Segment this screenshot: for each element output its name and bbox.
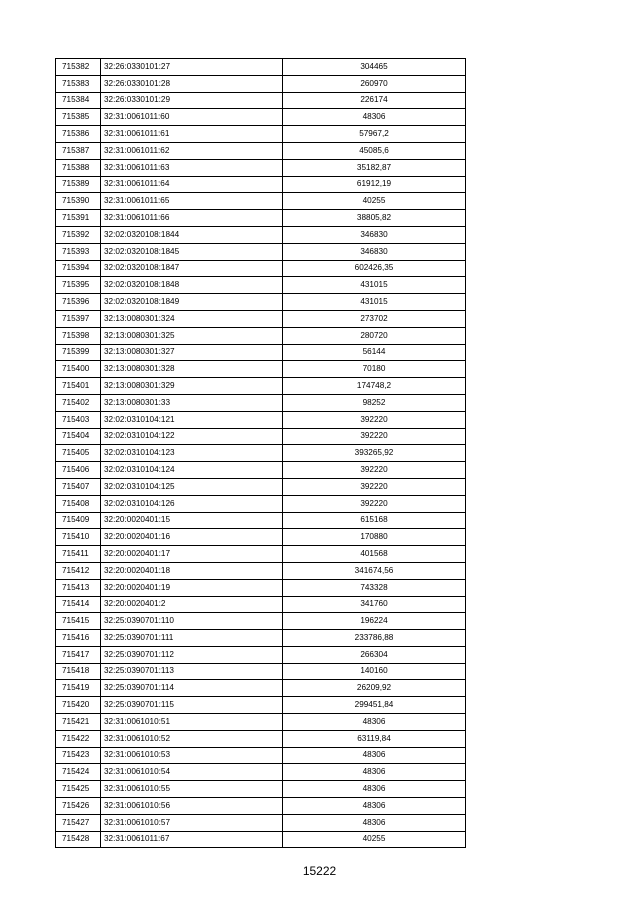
row-id-cell: 715392 — [56, 226, 101, 243]
cadastral-number-cell: 32:20:0020401:19 — [101, 579, 283, 596]
cadastral-number-cell: 32:31:0061010:53 — [101, 747, 283, 764]
row-id-cell: 715385 — [56, 109, 101, 126]
row-id-cell: 715426 — [56, 798, 101, 815]
row-id-cell: 715423 — [56, 747, 101, 764]
row-id-cell: 715424 — [56, 764, 101, 781]
value-cell: 48306 — [283, 814, 466, 831]
table-row — [56, 562, 466, 579]
table-row — [56, 462, 466, 479]
cadastral-number-cell: 32:25:0390701:112 — [101, 646, 283, 663]
value-cell: 48306 — [283, 798, 466, 815]
row-id-cell: 715388 — [56, 159, 101, 176]
value-cell: 392220 — [283, 462, 466, 479]
value-cell: 35182,87 — [283, 159, 466, 176]
row-id-cell: 715406 — [56, 462, 101, 479]
row-id-cell: 715427 — [56, 814, 101, 831]
table-row — [56, 596, 466, 613]
cadastral-number-cell: 32:31:0061010:57 — [101, 814, 283, 831]
cadastral-number-cell: 32:13:0080301:33 — [101, 394, 283, 411]
cadastral-number-cell: 32:02:0310104:126 — [101, 495, 283, 512]
value-cell: 260970 — [283, 75, 466, 92]
cadastral-number-cell: 32:02:0320108:1847 — [101, 260, 283, 277]
row-id-cell: 715384 — [56, 92, 101, 109]
table-row — [56, 445, 466, 462]
value-cell: 266304 — [283, 646, 466, 663]
row-id-cell: 715383 — [56, 75, 101, 92]
value-cell: 70180 — [283, 361, 466, 378]
table-row — [56, 630, 466, 647]
cadastral-number-cell: 32:20:0020401:15 — [101, 512, 283, 529]
row-id-cell: 715414 — [56, 596, 101, 613]
cadastral-number-cell: 32:31:0061010:54 — [101, 764, 283, 781]
value-cell: 393265,92 — [283, 445, 466, 462]
table-row — [56, 697, 466, 714]
table-row — [56, 243, 466, 260]
table-row — [56, 411, 466, 428]
value-cell: 63119,84 — [283, 730, 466, 747]
table-row — [56, 512, 466, 529]
value-cell: 98252 — [283, 394, 466, 411]
table-row — [56, 714, 466, 731]
value-cell: 40255 — [283, 193, 466, 210]
value-cell: 346830 — [283, 243, 466, 260]
table-row — [56, 344, 466, 361]
table-row — [56, 310, 466, 327]
value-cell: 48306 — [283, 764, 466, 781]
row-id-cell: 715428 — [56, 831, 101, 848]
cadastral-number-cell: 32:31:0061011:66 — [101, 210, 283, 227]
table-row — [56, 378, 466, 395]
row-id-cell: 715400 — [56, 361, 101, 378]
table-row — [56, 75, 466, 92]
value-cell: 48306 — [283, 714, 466, 731]
table-row — [56, 277, 466, 294]
row-id-cell: 715405 — [56, 445, 101, 462]
cadastral-number-cell: 32:02:0310104:124 — [101, 462, 283, 479]
table-row — [56, 394, 466, 411]
value-cell: 26209,92 — [283, 680, 466, 697]
cadastral-number-cell: 32:31:0061011:64 — [101, 176, 283, 193]
table-row — [56, 176, 466, 193]
value-cell: 57967,2 — [283, 126, 466, 143]
cadastral-number-cell: 32:02:0320108:1844 — [101, 226, 283, 243]
value-cell: 431015 — [283, 277, 466, 294]
cadastral-number-cell: 32:20:0020401:17 — [101, 546, 283, 563]
table-row — [56, 680, 466, 697]
row-id-cell: 715396 — [56, 294, 101, 311]
row-id-cell: 715408 — [56, 495, 101, 512]
cadastral-number-cell: 32:31:0061010:51 — [101, 714, 283, 731]
table-row — [56, 798, 466, 815]
cadastral-number-cell: 32:25:0390701:113 — [101, 663, 283, 680]
value-cell: 174748,2 — [283, 378, 466, 395]
row-id-cell: 715386 — [56, 126, 101, 143]
table-row — [56, 546, 466, 563]
table-row — [56, 159, 466, 176]
cadastral-number-cell: 32:20:0020401:2 — [101, 596, 283, 613]
row-id-cell: 715420 — [56, 697, 101, 714]
table-row — [56, 663, 466, 680]
cadastral-number-cell: 32:02:0320108:1845 — [101, 243, 283, 260]
value-cell: 392220 — [283, 428, 466, 445]
row-id-cell: 715391 — [56, 210, 101, 227]
value-cell: 341760 — [283, 596, 466, 613]
row-id-cell: 715410 — [56, 529, 101, 546]
row-id-cell: 715402 — [56, 394, 101, 411]
cadastral-number-cell: 32:25:0390701:114 — [101, 680, 283, 697]
value-cell: 602426,35 — [283, 260, 466, 277]
row-id-cell: 715403 — [56, 411, 101, 428]
value-cell: 304465 — [283, 59, 466, 76]
value-cell: 140160 — [283, 663, 466, 680]
cadastral-number-cell: 32:25:0390701:110 — [101, 613, 283, 630]
value-cell: 196224 — [283, 613, 466, 630]
cadastral-number-cell: 32:13:0080301:327 — [101, 344, 283, 361]
row-id-cell: 715397 — [56, 310, 101, 327]
cadastral-number-cell: 32:02:0310104:121 — [101, 411, 283, 428]
row-id-cell: 715390 — [56, 193, 101, 210]
value-cell: 48306 — [283, 747, 466, 764]
table-row — [56, 109, 466, 126]
cadastral-number-cell: 32:31:0061010:55 — [101, 781, 283, 798]
cadastral-number-cell: 32:26:0330101:28 — [101, 75, 283, 92]
value-cell: 392220 — [283, 411, 466, 428]
value-cell: 346830 — [283, 226, 466, 243]
table-row — [56, 730, 466, 747]
table-row — [56, 579, 466, 596]
value-cell: 341674,56 — [283, 562, 466, 579]
cadastral-number-cell: 32:20:0020401:16 — [101, 529, 283, 546]
table-row — [56, 747, 466, 764]
table-row — [56, 478, 466, 495]
cadastral-number-cell: 32:20:0020401:18 — [101, 562, 283, 579]
row-id-cell: 715421 — [56, 714, 101, 731]
value-cell: 38805,82 — [283, 210, 466, 227]
row-id-cell: 715413 — [56, 579, 101, 596]
row-id-cell: 715425 — [56, 781, 101, 798]
value-cell: 56144 — [283, 344, 466, 361]
table-row — [56, 495, 466, 512]
table-row — [56, 814, 466, 831]
table-body — [56, 59, 466, 848]
value-cell: 233786,88 — [283, 630, 466, 647]
table-row — [56, 210, 466, 227]
row-id-cell: 715409 — [56, 512, 101, 529]
table-row — [56, 361, 466, 378]
cadastral-number-cell: 32:02:0310104:125 — [101, 478, 283, 495]
row-id-cell: 715422 — [56, 730, 101, 747]
value-cell: 170880 — [283, 529, 466, 546]
cadastral-number-cell: 32:25:0390701:111 — [101, 630, 283, 647]
cadastral-number-cell: 32:02:0320108:1848 — [101, 277, 283, 294]
table-row — [56, 226, 466, 243]
value-cell: 280720 — [283, 327, 466, 344]
value-cell: 45085,6 — [283, 142, 466, 159]
row-id-cell: 715412 — [56, 562, 101, 579]
row-id-cell: 715419 — [56, 680, 101, 697]
cadastral-number-cell: 32:31:0061010:52 — [101, 730, 283, 747]
table-row — [56, 764, 466, 781]
row-id-cell: 715417 — [56, 646, 101, 663]
cadastral-number-cell: 32:26:0330101:29 — [101, 92, 283, 109]
cadastral-number-cell: 32:02:0320108:1849 — [101, 294, 283, 311]
row-id-cell: 715389 — [56, 176, 101, 193]
row-id-cell: 715398 — [56, 327, 101, 344]
cadastral-number-cell: 32:31:0061011:67 — [101, 831, 283, 848]
row-id-cell: 715401 — [56, 378, 101, 395]
cadastral-number-cell: 32:25:0390701:115 — [101, 697, 283, 714]
row-id-cell: 715416 — [56, 630, 101, 647]
row-id-cell: 715415 — [56, 613, 101, 630]
value-cell: 299451,84 — [283, 697, 466, 714]
row-id-cell: 715382 — [56, 59, 101, 76]
table-row — [56, 613, 466, 630]
value-cell: 48306 — [283, 781, 466, 798]
cadastral-number-cell: 32:13:0080301:324 — [101, 310, 283, 327]
cadastral-number-cell: 32:31:0061011:65 — [101, 193, 283, 210]
value-cell: 401568 — [283, 546, 466, 563]
row-id-cell: 715418 — [56, 663, 101, 680]
cadastral-number-cell: 32:31:0061011:62 — [101, 142, 283, 159]
table-row — [56, 831, 466, 848]
value-cell: 392220 — [283, 495, 466, 512]
cadastral-number-cell: 32:13:0080301:329 — [101, 378, 283, 395]
row-id-cell: 715387 — [56, 142, 101, 159]
table-row — [56, 327, 466, 344]
row-id-cell: 715411 — [56, 546, 101, 563]
cadastral-number-cell: 32:31:0061011:60 — [101, 109, 283, 126]
cadastral-number-cell: 32:31:0061010:56 — [101, 798, 283, 815]
cadastral-number-cell: 32:26:0330101:27 — [101, 59, 283, 76]
cadastral-number-cell: 32:13:0080301:325 — [101, 327, 283, 344]
value-cell: 615168 — [283, 512, 466, 529]
page-number: 15222 — [302, 864, 337, 878]
value-cell: 40255 — [283, 831, 466, 848]
cadastral-number-cell: 32:02:0310104:123 — [101, 445, 283, 462]
table-row — [56, 126, 466, 143]
row-id-cell: 715404 — [56, 428, 101, 445]
table-row — [56, 428, 466, 445]
table-row — [56, 294, 466, 311]
table-row — [56, 59, 466, 76]
table-row — [56, 646, 466, 663]
table-row — [56, 92, 466, 109]
value-cell: 48306 — [283, 109, 466, 126]
value-cell: 61912,19 — [283, 176, 466, 193]
cadastral-number-cell: 32:31:0061011:61 — [101, 126, 283, 143]
table-row — [56, 260, 466, 277]
value-cell: 392220 — [283, 478, 466, 495]
row-id-cell: 715393 — [56, 243, 101, 260]
row-id-cell: 715399 — [56, 344, 101, 361]
value-cell: 431015 — [283, 294, 466, 311]
row-id-cell: 715407 — [56, 478, 101, 495]
cadastral-value-table — [55, 58, 466, 848]
cadastral-number-cell: 32:13:0080301:328 — [101, 361, 283, 378]
table-row — [56, 781, 466, 798]
table-row — [56, 529, 466, 546]
row-id-cell: 715394 — [56, 260, 101, 277]
table-row — [56, 193, 466, 210]
value-cell: 273702 — [283, 310, 466, 327]
cadastral-number-cell: 32:02:0310104:122 — [101, 428, 283, 445]
value-cell: 226174 — [283, 92, 466, 109]
table-row — [56, 142, 466, 159]
value-cell: 743328 — [283, 579, 466, 596]
cadastral-number-cell: 32:31:0061011:63 — [101, 159, 283, 176]
row-id-cell: 715395 — [56, 277, 101, 294]
